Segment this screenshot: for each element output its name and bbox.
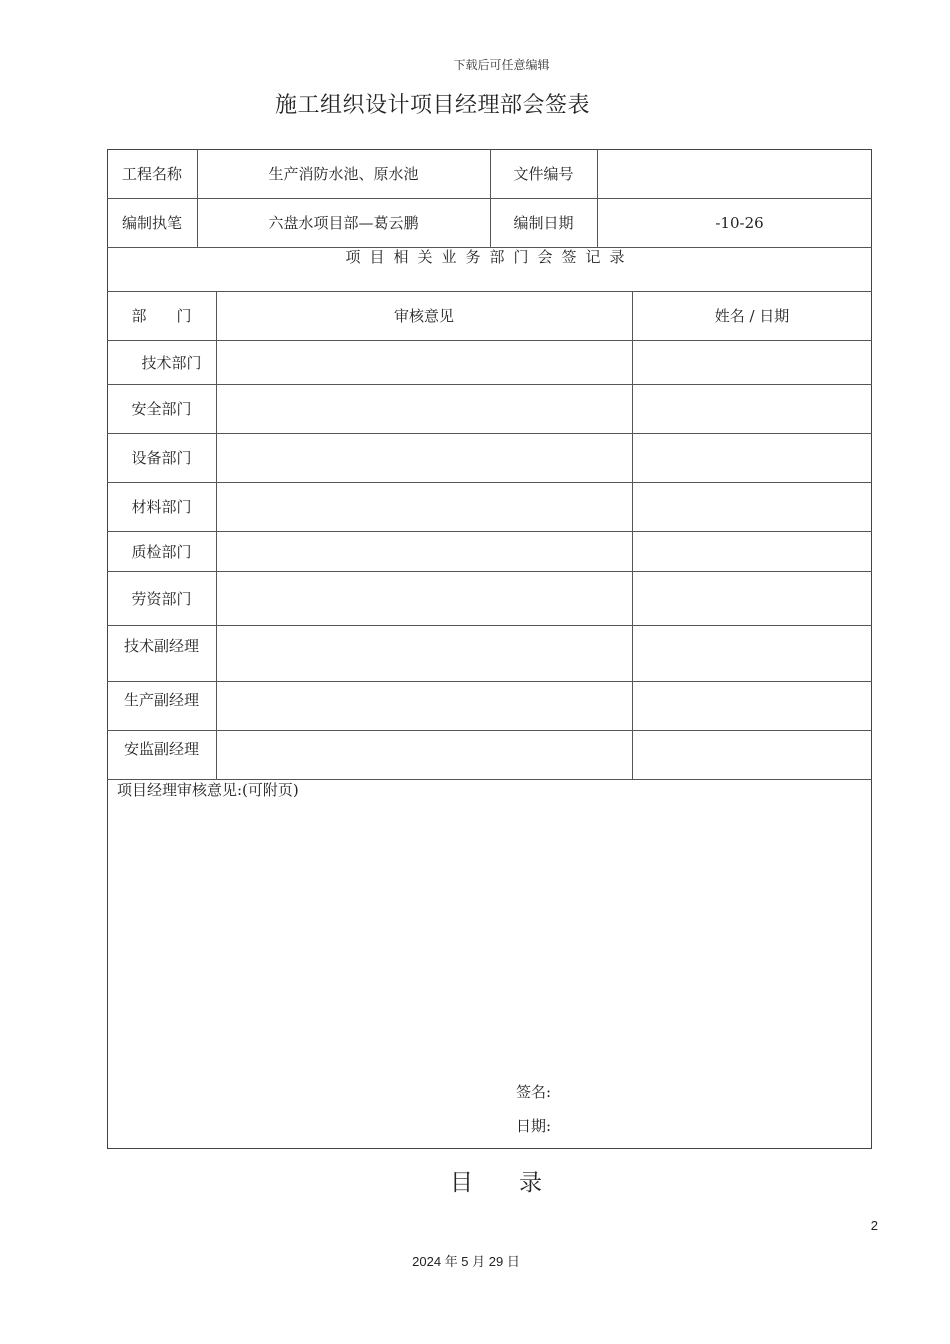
dept-materials: 材料部门 <box>131 498 192 516</box>
page-number: 2 <box>870 1218 878 1233</box>
author-value: 六盘水项目部—葛云鹏 <box>268 214 419 232</box>
date-value: -10-26 <box>715 213 764 232</box>
column-header-dept: 部 门 <box>131 307 192 325</box>
dept-production-deputy: 生产副经理 <box>123 690 199 709</box>
footer-date: 2024 年 5 月 29 日 <box>412 1254 520 1269</box>
page-title: 施工组织设计项目经理部会签表 <box>275 93 591 118</box>
dept-safety-deputy: 安监副经理 <box>123 739 199 758</box>
date-label: 编制日期 <box>513 214 574 232</box>
dept-quality: 质检部门 <box>131 542 192 561</box>
dept-technical-deputy: 技术副经理 <box>123 636 199 655</box>
author-label: 编制执笔 <box>121 214 182 232</box>
manager-review-label: 项目经理审核意见:(可附页) <box>117 781 299 799</box>
dept-equipment: 设备部门 <box>131 449 192 467</box>
header-note: 下载后可任意编辑 <box>453 58 550 72</box>
section-heading: 项目相关业务部门会签记录 <box>345 247 634 266</box>
doc-no-label: 文件编号 <box>513 165 574 183</box>
dept-safety: 安全部门 <box>131 400 192 418</box>
column-header-opinion: 审核意见 <box>393 307 454 325</box>
doc-no-value <box>597 149 872 198</box>
dept-labor: 劳资部门 <box>131 589 192 608</box>
sign-date-label: 日期: <box>516 1117 552 1135</box>
signature-label: 签名: <box>516 1083 552 1101</box>
project-name-value: 生产消防水池、原水池 <box>268 165 419 183</box>
column-header-name-date: 姓名 / 日期 <box>714 307 790 325</box>
project-name-label: 工程名称 <box>121 165 182 183</box>
dept-technical: 技术部门 <box>141 353 202 372</box>
toc-heading: 目 录 <box>450 1170 542 1196</box>
